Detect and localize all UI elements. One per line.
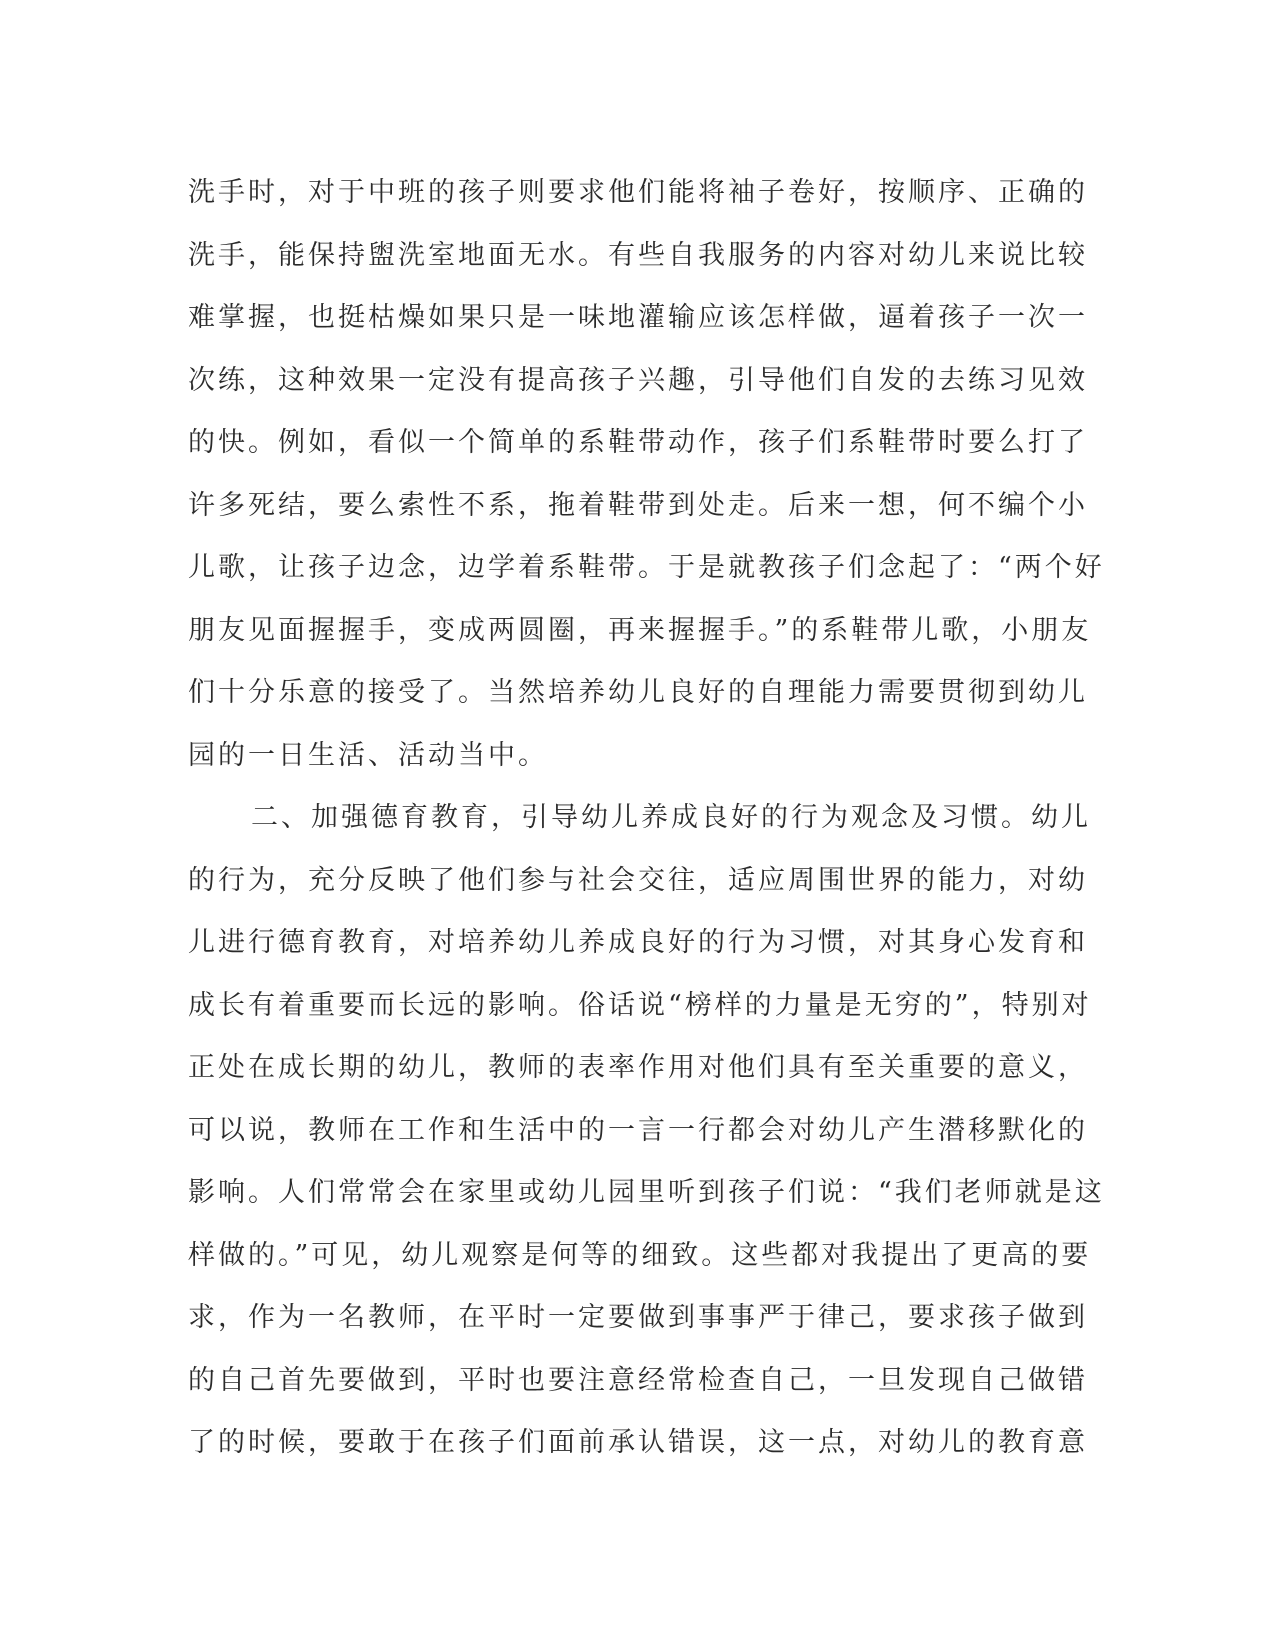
text-line: 成长有着重要而长远的影响。俗话说“榜样的力量是无穷的”，特别对 xyxy=(188,989,1092,1021)
text-line: 儿进行德育教育，对培养幼儿养成良好的行为习惯，对其身心发育和 xyxy=(188,927,1088,958)
text-line: 许多死结，要么索性不系，拖着鞋带到处走。后来一想，何不编个小 xyxy=(188,489,1088,521)
text-line: 朋友见面握握手，变成两圆圈，再来握握手。”的系鞋带儿歌，小朋友 xyxy=(188,614,1092,646)
text-line: 样做的。”可见，幼儿观察是何等的细致。这些都对我提出了更高的要 xyxy=(188,1239,1092,1271)
text-line: 影响。人们常常会在家里或幼儿园里听到孩子们说：“我们老师就是这 xyxy=(188,1177,1105,1208)
text-line: 洗手，能保持盥洗室地面无水。有些自我服务的内容对幼儿来说比较 xyxy=(188,239,1088,271)
paragraph-start-line: 二、加强德育教育，引导幼儿养成良好的行为观念及习惯。幼儿 xyxy=(251,802,1091,833)
text-line: 可以说，教师在工作和生活中的一言一行都会对幼儿产生潜移默化的 xyxy=(188,1114,1088,1146)
text-line: 园的一日生活、活动当中。 xyxy=(188,739,548,771)
text-line: 儿歌，让孩子边念，边学着系鞋带。于是就教孩子们念起了：“两个好 xyxy=(188,552,1105,583)
text-line: 的自己首先要做到，平时也要注意经常检查自己，一旦发现自己做错 xyxy=(188,1364,1088,1396)
text-line: 正处在成长期的幼儿，教师的表率作用对他们具有至关重要的意义， xyxy=(188,1052,1088,1083)
text-line: 洗手时，对于中班的孩子则要求他们能将袖子卷好，按顺序、正确的 xyxy=(188,177,1088,208)
text-line: 了的时候，要敢于在孩子们面前承认错误，这一点，对幼儿的教育意 xyxy=(188,1427,1088,1458)
text-line: 求，作为一名教师，在平时一定要做到事事严于律己，要求孩子做到 xyxy=(188,1302,1088,1333)
text-line: 的快。例如，看似一个简单的系鞋带动作，孩子们系鞋带时要么打了 xyxy=(188,427,1088,458)
body-text xyxy=(188,162,1105,1475)
text-line: 难掌握，也挺枯燥如果只是一味地灌输应该怎样做，逼着孩子一次一 xyxy=(188,302,1088,333)
text-line: 们十分乐意的接受了。当然培养幼儿良好的自理能力需要贯彻到幼儿 xyxy=(188,677,1088,708)
text-line: 次练，这种效果一定没有提高孩子兴趣，引导他们自发的去练习见效 xyxy=(188,364,1088,396)
text-line: 的行为，充分反映了他们参与社会交往，适应周围世界的能力，对幼 xyxy=(188,864,1088,896)
